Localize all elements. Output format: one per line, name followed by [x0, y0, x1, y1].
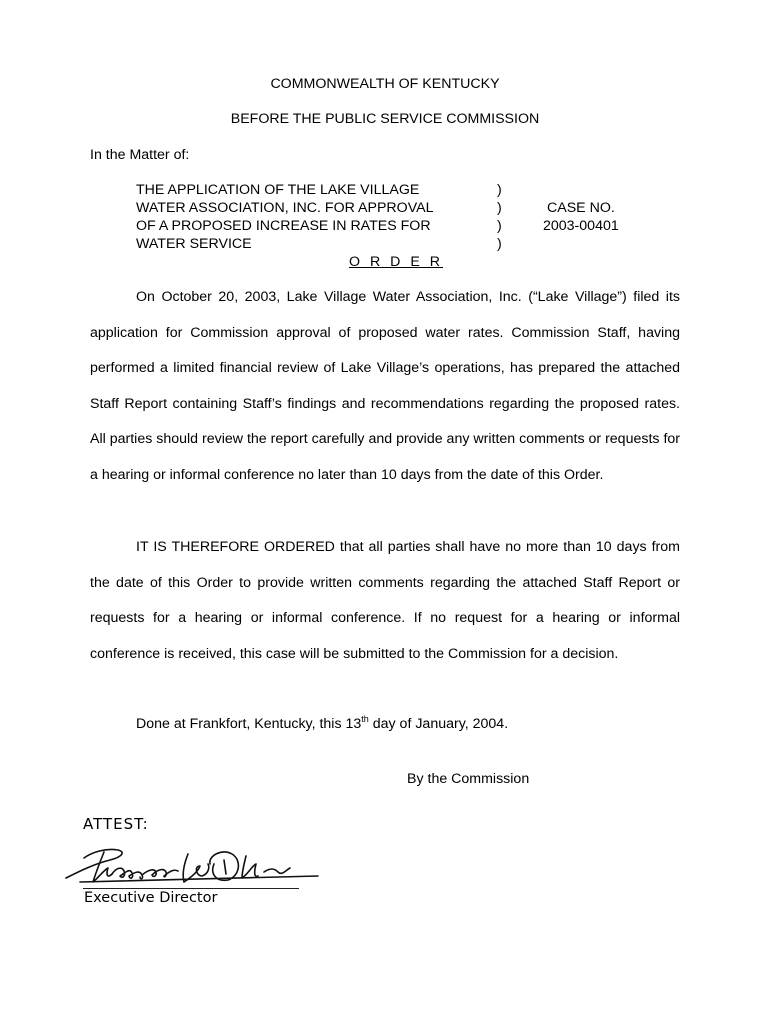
caption-paren: )	[497, 200, 502, 216]
case-number: 2003-00401	[543, 218, 619, 234]
caption-line: WATER SERVICE	[136, 236, 252, 252]
caption-line: THE APPLICATION OF THE LAKE VILLAGE	[136, 182, 420, 198]
matter-intro: In the Matter of:	[90, 147, 190, 163]
paragraph-text: On October 20, 2003, Lake Village Water Association, Inc. (“Lake Village”) filed its application for Commission approval of proposed water rates. Commission Staff, having performed a limited financial review of Lake Village’s operations, has prepared the attached Staff Report containing Staff’s findings and recommendations regarding the proposed rates. All parties should review the report carefully and provide any written comments or requests for a hearing or informal conference no later than 10 days from the date of this Order.	[90, 289, 680, 483]
signature-line	[83, 888, 299, 889]
done-line	[136, 716, 508, 732]
caption-line: OF A PROPOSED INCREASE IN RATES FOR	[136, 218, 431, 234]
commission-heading: BEFORE THE PUBLIC SERVICE COMMISSION	[230, 111, 540, 127]
case-label: CASE NO.	[547, 200, 615, 216]
paragraph-text: IT IS THEREFORE ORDERED that all parties shall have no more than 10 days from the date of this Order to provide written comments regarding the attached Staff Report or requests for a hearing or informal conference. If no request for a hearing or informal conference is received, this case will be submitted to the Commission for a decision.	[90, 539, 680, 662]
by-commission: By the Commission	[407, 771, 530, 787]
done-text: Done at Frankfort, Kentucky, this 13	[136, 716, 362, 732]
attest-label: ATTEST:	[83, 815, 149, 833]
caption-line: WATER ASSOCIATION, INC. FOR APPROVAL	[136, 200, 434, 216]
body-paragraph	[90, 280, 680, 494]
body-paragraph	[90, 530, 680, 672]
executive-director-label: Executive Director	[84, 890, 218, 906]
caption-paren: )	[497, 182, 502, 198]
handwritten-signature	[60, 838, 325, 893]
order-title: O R D E R	[349, 254, 444, 270]
caption-paren: )	[497, 236, 502, 252]
done-text-end: day of January, 2004.	[368, 716, 509, 732]
done-ordinal: th	[361, 714, 369, 724]
caption-paren: )	[497, 218, 502, 234]
commonwealth-heading: COMMONWEALTH OF KENTUCKY	[270, 76, 500, 92]
